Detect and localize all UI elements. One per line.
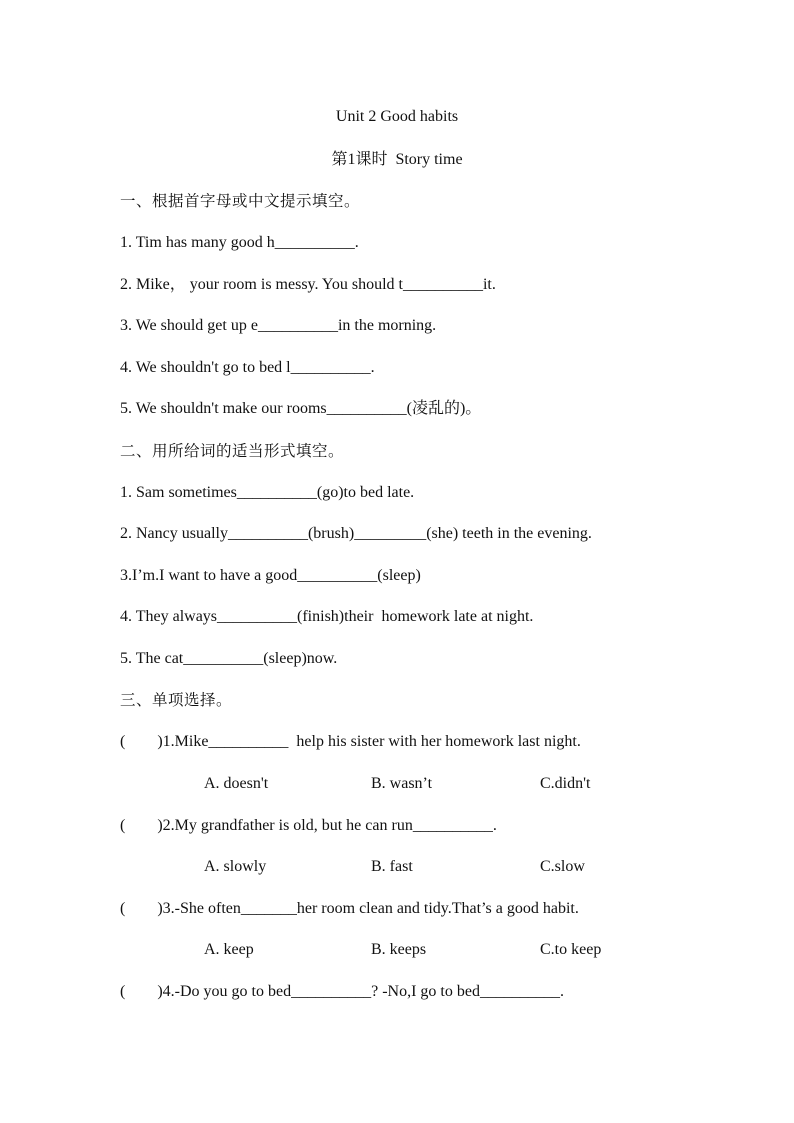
section2-item-4: 4. They always__________(finish)their homework late at night. — [120, 608, 534, 625]
question-2-stem: ( )2.My grandfather is old, but he can run__________. — [120, 817, 497, 834]
section2-heading: 二、用所给词的适当形式填空。 — [120, 442, 345, 460]
question-1-option-b: B. wasn’t — [371, 775, 433, 792]
section1-item-1: 1. Tim has many good h__________. — [120, 234, 359, 251]
question-1-option-a: A. doesn't — [204, 775, 269, 792]
question-3-stem: ( )3.-She often_______her room clean and tidy.That’s a good habit. — [120, 900, 579, 917]
section1-item-5: 5. We shouldn't make our rooms__________(凌乱的)。 — [120, 400, 482, 417]
section1-item-4: 4. We shouldn't go to bed l__________. — [120, 359, 375, 376]
question-2-option-c: C.slow — [540, 858, 585, 875]
question-3-option-b: B. keeps — [371, 941, 427, 958]
question-3-option-c: C.to keep — [540, 941, 602, 958]
question-2-option-a: A. slowly — [204, 858, 267, 875]
section1-item-2: 2. Mike， your room is messy. You should t__________it. — [120, 276, 496, 293]
page-subtitle: 第1课时 Story time — [331, 151, 463, 168]
section3-heading: 三、单项选择。 — [120, 691, 233, 709]
section1-heading: 一、根据首字母或中文提示填空。 — [120, 192, 361, 210]
section1-item-3: 3. We should get up e__________in the morning. — [120, 317, 437, 334]
question-2-option-b: B. fast — [371, 858, 413, 875]
page-title: Unit 2 Good habits — [335, 108, 459, 125]
section2-item-3: 3.I’m.I want to have a good__________(sleep) — [120, 567, 421, 584]
section2-item-2: 2. Nancy usually__________(brush)_________(she) teeth in the evening. — [120, 525, 592, 542]
question-3-option-a: A. keep — [204, 941, 254, 958]
section2-item-5: 5. The cat__________(sleep)now. — [120, 650, 338, 667]
section2-item-1: 1. Sam sometimes__________(go)to bed late. — [120, 484, 415, 501]
question-4-stem: ( )4.-Do you go to bed__________? -No,I go to bed__________. — [120, 983, 564, 1000]
question-1-option-c: C.didn't — [540, 775, 591, 792]
question-1-stem: ( )1.Mike__________ help his sister with her homework last night. — [120, 733, 581, 750]
